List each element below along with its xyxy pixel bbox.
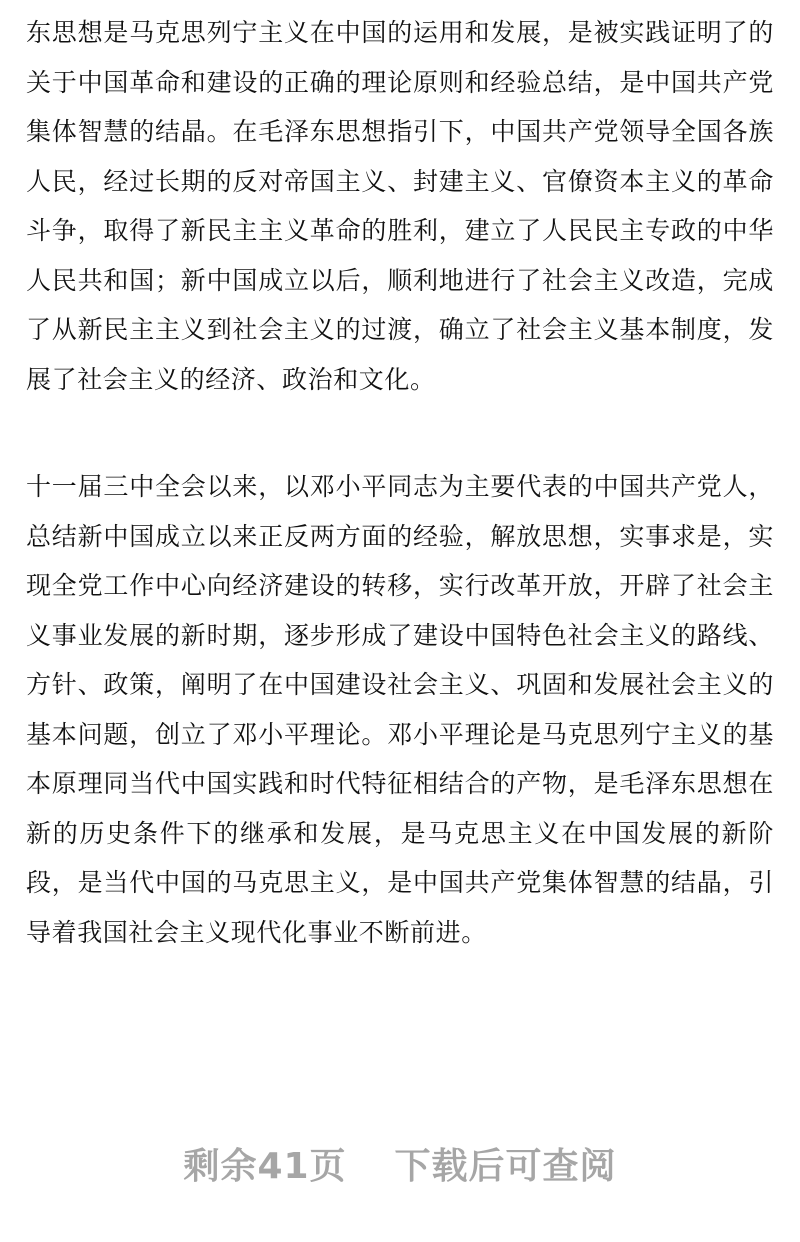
document-body: [26, 8, 774, 957]
remaining-pages-label: 剩余41页: [183, 1146, 347, 1187]
paragraph-2: 十一届三中全会以来，以邓小平同志为主要代表的中国共产党人，总结新中国成立以来正反两方面的经验，解放思想，实事求是，实现全党工作中心向经济建设的转移，实行改革开放，开辟了社会主义事业发展的新时期，逐步形成了建设中国特色社会主义的路线、方针、政策，阐明了在中国建设社会主义、巩固和发展社会主义的基本问题，创立了邓小平理论。邓小平理论是马克思列宁主义的基本原理同当代中国实践和时代特征相结合的产物，是毛泽东思想在新的历史条件下的继承和发展，是马克思主义在中国发展的新阶段，是当代中国的马克思主义，是中国共产党集体智慧的结晶，引导着我国社会主义现代化事业不断前进。: [26, 472, 774, 947]
paragraph-1: 东思想是马克思列宁主义在中国的运用和发展，是被实践证明了的关于中国革命和建设的正确的理论原则和经验总结，是中国共产党集体智慧的结晶。在毛泽东思想指引下，中国共产党领导全国各族人民，经过长期的反对帝国主义、封建主义、官僚资本主义的革命斗争，取得了新民主主义革命的胜利，建立了人民民主专政的中华人民共和国；新中国成立以后，顺利地进行了社会主义改造，完成了从新民主主义到社会主义的过渡，确立了社会主义基本制度，发展了社会主义的经济、政治和文化。: [26, 18, 774, 394]
download-banner[interactable]: [0, 1138, 800, 1189]
download-prompt-label: 下载后可查阅: [394, 1146, 617, 1187]
